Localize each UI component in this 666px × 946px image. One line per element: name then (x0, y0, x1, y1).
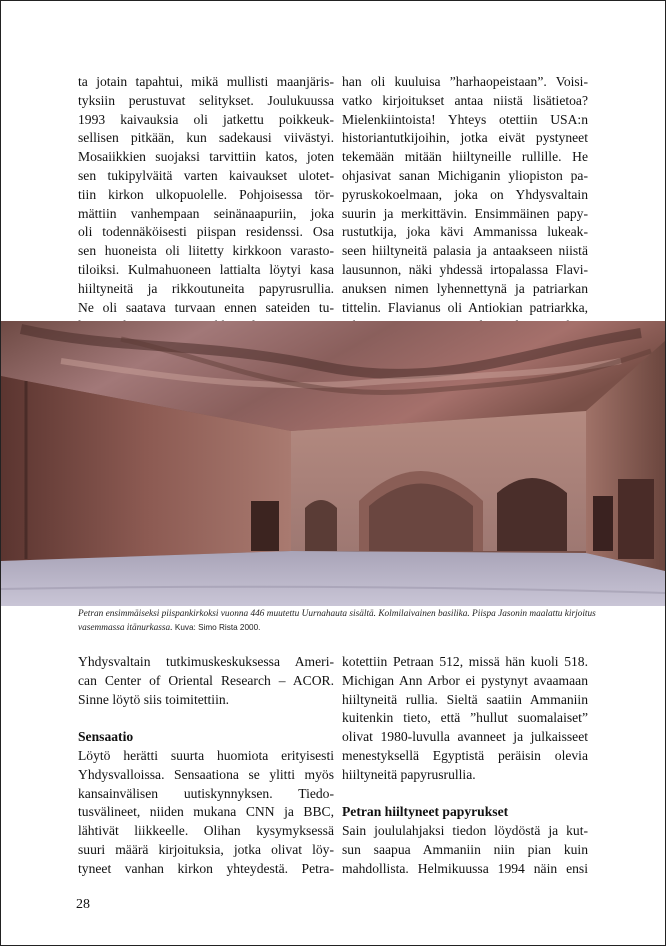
photo-caption (78, 608, 598, 635)
text-line: kuitenkin tieto, että ”hullut suomalaiset” (342, 710, 588, 726)
text-line: anuksen nimen lyhennettynä ja patriarkan (342, 280, 588, 296)
text-line: oli todennäköisesti piispan residenssi. Osa (78, 224, 334, 240)
text-line: kotettiin Petraan 512, missä hän kuoli 518. (342, 654, 588, 669)
text-line: Sinne löytö siis toimitettiin. (78, 691, 230, 707)
caption-text: Petran ensimmäiseksi piispankirkoksi vuonna 446 muutettu Uurnahauta sisältä. Kolmilaivainen basilika. Piispa Jasonin maalattu kirjoitus vasemmassa itänurkassa. (78, 609, 596, 633)
text-line: rustutkija, joka kävi Ammanissa lukeak- (342, 224, 588, 240)
text-line: Yhdysvalloissa. Sensaationa se ylitti myös (78, 766, 334, 782)
text-line: tekemään mitään hiiltyneille rullille. He (342, 149, 588, 165)
text-line: ta jotain tapahtui, mikä mullisti maanjäris- (78, 74, 334, 89)
text-line: hiiltyneitä ja rikkoutuneita papyrusrullia. (78, 280, 334, 296)
text-column-bottom-right (342, 653, 588, 879)
text-line: tiin kirkon ulkopuolelle. Pohjoisessa tör- (78, 186, 334, 202)
text-line: olivat 1980-luvulla avanneet ja julkaisseet (342, 729, 588, 745)
text-line: han oli kuuluisa ”harhaopeistaan”. Voisi- (342, 74, 588, 89)
text-line: menestyksellä Egyptistä peräisin olevia (342, 747, 588, 763)
text-line: tyksiin perustuvat selitykset. Joulukuussa (78, 92, 334, 108)
section-heading-petran-papyrukset: Petran hiiltyneet papyrukset (342, 804, 509, 820)
text-line: lausunnon, näki yhdessä irtopalassa Flavi- (342, 261, 588, 277)
text-line: Mielenkiintoista! Yhteys otettiin USA:n (342, 111, 588, 127)
text-line: historiantutkijoihin, jotka eivät pystyneet (342, 130, 588, 146)
text-line: 1993 kaivauksia oli jatkettu poikkeuk- (78, 111, 334, 127)
text-line: Mosaiikkien suojaksi tarvittiin katos, joten (78, 149, 334, 165)
text-line: lähtivät liikkeelle. Olihan kysymyksessä (78, 823, 334, 839)
text-line: tyneet vanhan kirkon yhteydestä. Petra- (78, 860, 334, 876)
text-line: Michigan Ann Arbor ei pystynyt avaamaan (342, 672, 588, 688)
photo-credit: Kuva: Simo Rista 2000. (174, 623, 261, 632)
text-line: sellisen pitkään, kun sadekausi viivästyi. (78, 130, 334, 146)
text-line: sun saapua Ammaniin niin pian kuin (342, 841, 588, 857)
text-line: tusvälineet, niiden mukana CNN ja BBC, (78, 804, 334, 820)
section-heading-sensaatio: Sensaatio (78, 729, 134, 745)
text-line: Löytö herätti suurta huomiota erityisesti (78, 747, 334, 763)
photo-tomb-interior (1, 321, 665, 606)
page-number: 28 (76, 897, 90, 912)
text-line: sen tukipylväitä varten kaivaukset ulotet- (78, 167, 334, 183)
text-line: tiloiksi. Kulmahuoneen lattialta löytyi kasa (78, 261, 334, 277)
text-line: tittelin. Flavianus oli Antiokian patriarkka, (342, 299, 588, 315)
text-line: pyruskokoelmaan, joka on Yhdysvaltain (342, 186, 588, 202)
paragraph (78, 747, 334, 879)
text-line: suuri määrä kirjoituksia, jotka olivat löy- (78, 841, 334, 857)
text-line: mättiin vanhempaan seinänaapuriin, joka (78, 205, 334, 221)
text-line: suurin ja merkittävin. Ensimmäinen papy- (342, 205, 588, 221)
text-line: sen huoneista oli liitetty kirkkoon varasto- (78, 243, 334, 259)
text-line: vatko kirjoitukset antaa niistä lisätietoa? (342, 92, 588, 108)
text-line: seen hiiltyneitä palasia ja antaakseen niistä (342, 243, 588, 259)
text-line: hiiltyneitä rullia. Sieltä saatiin Ammaniin (342, 691, 588, 707)
paragraph (342, 822, 588, 878)
text-column-bottom-left (78, 653, 334, 879)
text-column-top-right (342, 73, 588, 336)
text-line: Yhdysvaltain tutkimuskeskuksessa Ameri- (78, 654, 334, 669)
text-column-top-left (78, 73, 334, 336)
paragraph (78, 73, 334, 336)
text-line: kansainvälisen uutiskynnyksen. Tiedo- (78, 785, 334, 801)
paragraph (342, 73, 588, 336)
text-line: ohjasivat sanan Michiganin yliopiston pa- (342, 167, 588, 183)
text-line: mahdollista. Helmikuussa 1994 näin ensi (342, 860, 588, 876)
text-line: hiiltyneitä papyrusrullia. (342, 766, 476, 782)
text-line: can Center of Oriental Research – ACOR. (78, 672, 334, 688)
paragraph (78, 653, 334, 709)
text-line: Ne oli saatava turvaan ennen sateiden tu- (78, 299, 334, 315)
text-line: Sain joululahjaksi tiedon löydöstä ja kut- (342, 823, 588, 839)
paragraph (342, 653, 588, 785)
